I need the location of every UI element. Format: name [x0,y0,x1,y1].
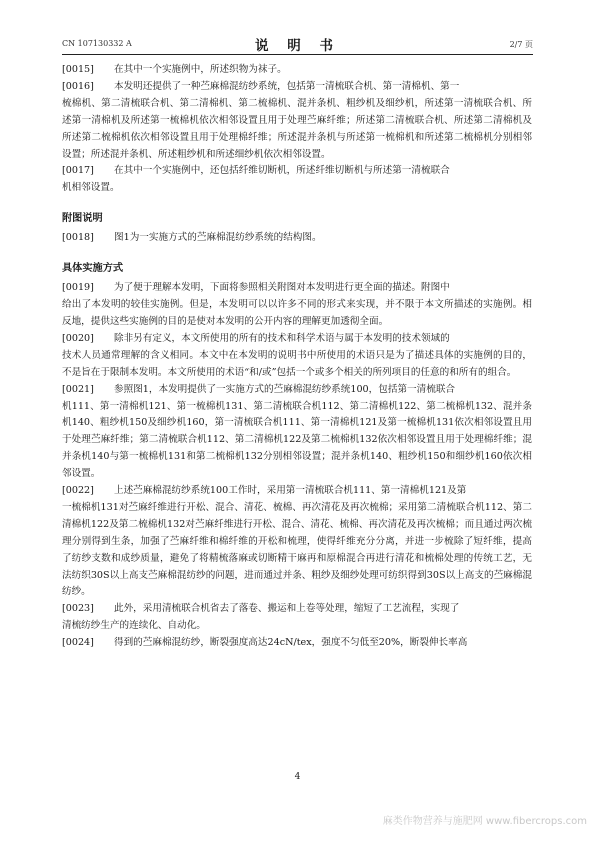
header-rule [62,54,533,55]
paragraph-0019 [62,280,532,331]
paragraph-0020 [62,331,532,382]
paragraph-text-continued: 一梳棉机131对苎麻纤维进行开松、混合、清花、梳棉、再次清花及再次梳棉；采用第二清梳联合机112、第二清棉机122及第二梳棉机132对苎麻纤维进行开松、混合、清花、梳棉、再次清花及再次梳棉；而且通过两次梳理分别得到生条，加强了苎麻纤维和棉纤维的开松和梳理，使得纤维充分分离，并进一步梳除了短纤维，提高了纺纱支数和成纱质量，避免了将精梳落麻或切断精干麻再和原棉混合再进行清花和梳棉处理的传统工艺，无法纺织30S以上高支苎麻棉混纺纱的问题，进而通过并条、粗纱及细纱处理可纺织得到30S以上高支的苎麻棉混纺纱。 [62,501,532,598]
paragraph-0024 [62,635,532,652]
paragraph-number: [0022] [62,485,94,497]
page-header [62,34,533,54]
paragraph-text: 参照图1，本发明提供了一实施方式的苎麻棉混纺纱系统100，包括第一清梳联合 [114,383,456,395]
paragraph-0022 [62,483,532,601]
paragraph-number: [0023] [62,603,94,615]
paragraph-text-continued: 机相邻设置。 [62,182,120,194]
document-title: 说 明 书 [255,38,340,54]
paragraph-text: 在其中一个实施例中，还包括纤维切断机，所述纤维切断机与所述第一清梳联合 [114,165,450,177]
paragraph-0017 [62,163,532,197]
paragraph-number: [0018] [62,232,94,244]
paragraph-text-continued: 梳棉机、第二清梳联合机、第二清棉机、第二梳棉机、混并条机、粗纱机及细纱机，所述第一清梳联合机、所述第一清棉机及所述第一梳棉机依次相邻设置且用于处理苎麻纤维；所述第二清梳联合机、所述第二清棉机及所述第二梳棉机依次相邻设置且用于处理棉纤维；所述混并条机与所述第一梳棉机和所述第二梳棉机分别相邻设置；所述混并条机、所述粗纱机和所述细纱机依次相邻设置。 [62,97,532,160]
site-watermark: 麻类作物营养与施肥网 www.fibercrops.com [382,816,587,827]
paragraph-text: 除非另有定义，本文所使用的所有的技术和科学术语与属于本发明的技术领域的 [114,332,450,344]
paragraph-0016 [62,79,532,164]
paragraph-0018 [62,230,532,247]
paragraph-text: 得到的苎麻棉混纺纱，断裂强度高达24cN/tex，强度不匀低至20%，断裂伸长率高 [114,637,468,649]
paragraph-text: 在其中一个实施例中，所述织物为袜子。 [114,64,287,75]
paragraph-text: 此外，采用清梳联合机省去了落卷、搬运和上卷等处理，缩短了工艺流程，实现了 [114,603,460,615]
paragraph-number: [0015] [62,64,94,75]
paragraph-text-continued: 机111、第一清棉机121、第一梳棉机131、第二清梳联合机112、第二清棉机122、第二梳棉机132、混并条机140、粗纱机150及细纱机160，第一清梳联合机111、第一清棉机121及第一梳棉机131依次相邻设置且用于处理苎麻纤维；第二清梳联合机112、第二清棉机122及第二梳棉机132依次相邻设置且用于处理棉纤维；混并条机140与第一梳棉机131和第二梳棉机132分别相邻设置；混并条机140、粗纱机150和细纱机160依次相邻设置。 [62,400,532,480]
paragraph-text-continued: 给出了本发明的较佳实施例。但是，本发明可以以许多不同的形式来实现，并不限于本文所描述的实施例。相反地，提供这些实施例的目的是使对本发明的公开内容的理解更加透彻全面。 [62,299,532,327]
paragraph-text-continued: 技术人员通常理解的含义相同。本文中在本发明的说明书中所使用的术语只是为了描述具体的实施例的目的，不是旨在于限制本发明。本文所使用的术语“和/或”包括一个或多个相关的所列项目的任意的和所有的组合。 [62,349,532,378]
paragraph-text: 为了便于理解本发明，下面将参照相关附图对本发明进行更全面的描述。附图中 [114,282,450,294]
document-body [62,62,532,652]
paragraph-text: 图1为一实施方式的苎麻棉混纺纱系统的结构图。 [114,232,322,244]
section-heading-embodiments: 具体实施方式 [62,262,124,275]
paragraph-number: [0024] [62,637,94,649]
paragraph-0023 [62,601,532,635]
paragraph-0021 [62,382,532,483]
paragraph-number: [0021] [62,383,94,395]
paragraph-text: 上述苎麻棉混纺纱系统100工作时，采用第一清梳联合机111、第一清棉机121及第 [114,485,467,497]
page-number: 4 [294,772,301,782]
paragraph-number: [0019] [62,282,94,294]
paragraph-text: 本发明还提供了一种苎麻棉混纺纱系统，包括第一清梳联合机、第一清棉机、第一 [114,80,460,92]
paragraph-number: [0016] [62,80,94,92]
paragraph-number: [0020] [62,332,94,344]
publication-number: CN 107130332 A [62,39,132,48]
paragraph-0015 [62,62,532,79]
paragraph-text-continued: 清梳纺纱生产的连续化、自动化。 [62,620,206,632]
section-heading-figures: 附图说明 [62,212,103,225]
page-info: 2/7 页 [509,40,533,49]
paragraph-number: [0017] [62,165,94,177]
